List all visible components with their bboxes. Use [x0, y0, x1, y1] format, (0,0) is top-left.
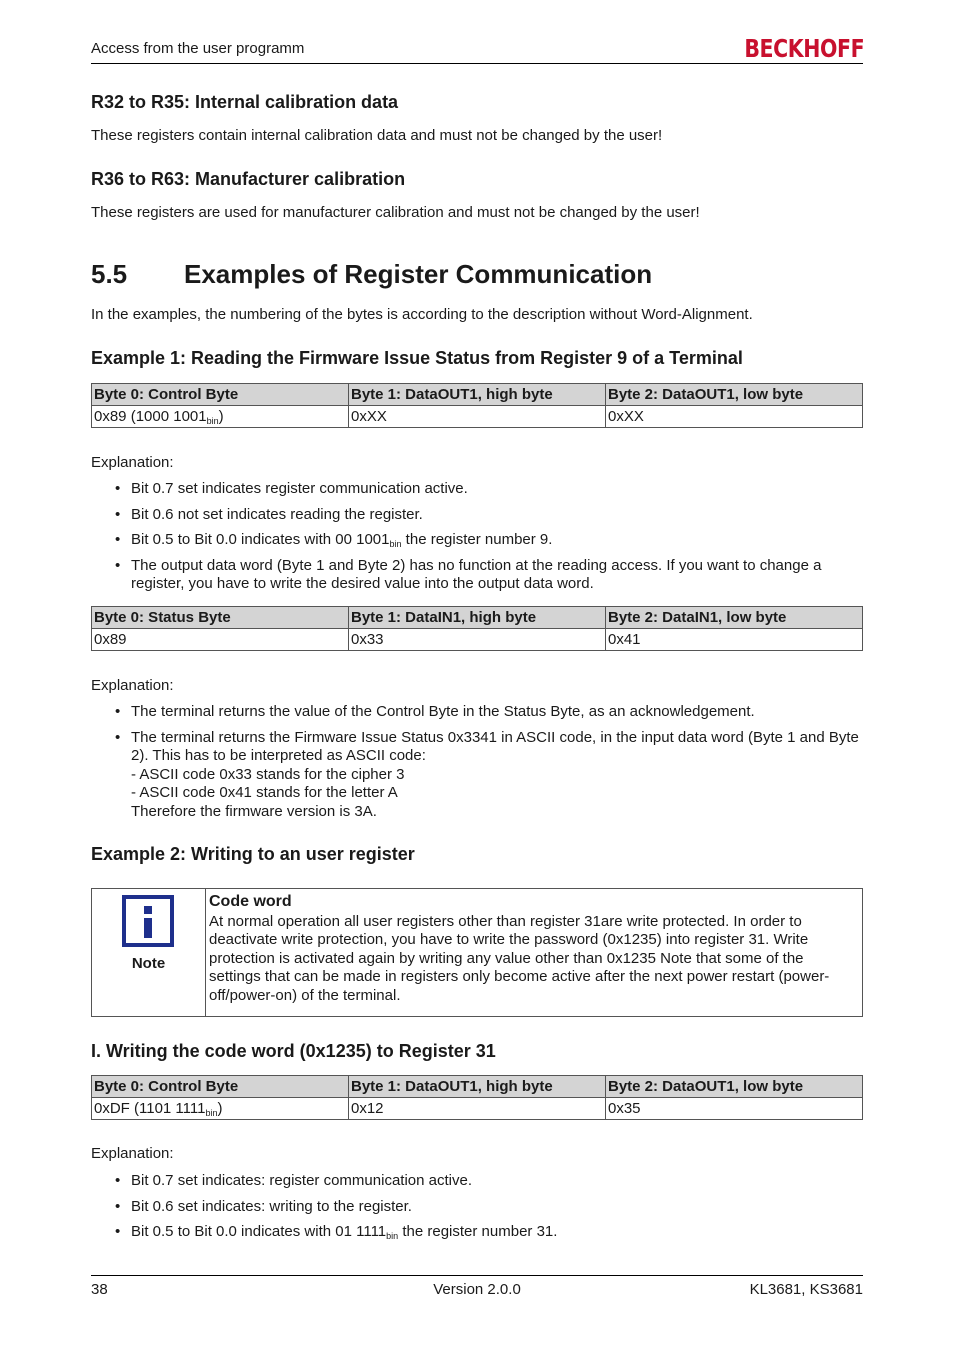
- r32-heading: R32 to R35: Internal calibration data: [91, 92, 399, 112]
- beckhoff-logo: BECKHOFF: [744, 34, 864, 63]
- note-content: [209, 893, 857, 1005]
- example1-bullets-1: [91, 480, 863, 601]
- note-label: Note: [131, 955, 166, 972]
- section-title: Examples of Register Communication: [184, 259, 653, 289]
- table-cell: 0x89: [92, 629, 349, 651]
- list-item-text-end: the register number 31.: [398, 1223, 558, 1240]
- table-header-cell: Byte 2: DataOUT1, low byte: [606, 384, 863, 406]
- table-header-cell: Byte 1: DataIN1, high byte: [349, 607, 606, 629]
- cell-value: 0x89 (1000 1001: [94, 408, 207, 425]
- page-number: 38: [91, 1281, 108, 1298]
- table-header-cell: Byte 1: DataOUT1, high byte: [349, 384, 606, 406]
- list-item: • The terminal returns the value of the Control Byte in the Status Byte, as an acknowledgement.: [91, 703, 863, 722]
- list-item-text: Bit 0.5 to Bit 0.0 indicates with 00 1001: [131, 531, 390, 548]
- cell-value: 0xDF (1101 1111: [94, 1100, 206, 1117]
- table-header-cell: Byte 2: DataIN1, low byte: [606, 607, 863, 629]
- list-item: • The output data word (Byte 1 and Byte 2) has no function at the reading access. If you want to change a register, you have to write the desired value into the output data word.: [91, 557, 863, 594]
- table-header-cell: Byte 2: DataOUT1, low byte: [606, 1076, 863, 1098]
- note-heading: Code word: [209, 893, 292, 910]
- cell-value-end: ): [218, 408, 224, 425]
- explanation-label: Explanation:: [91, 1145, 174, 1162]
- list-item-text: Bit 0.5 to Bit 0.0 indicates with 01 1111: [131, 1223, 387, 1240]
- note-text: At normal operation all user registers other than register 31are write protected. In order to deactivate write protection, you have to write the password (0x1235) into register 31. Write protection is activated again by writing any value other than 0x1235 Note that some of the settings that can be made in registers only become active after the next power restart (power-off/power-on) of the terminal.: [209, 912, 830, 1004]
- list-item-subscript: bin: [386, 1231, 399, 1241]
- footer-product: KL3681, KS3681: [749, 1281, 863, 1298]
- example1-control-table: [91, 383, 863, 428]
- example1-status-table: [91, 606, 863, 651]
- header-rule: [91, 63, 863, 64]
- info-icon: [122, 895, 174, 947]
- table-cell: 0x35: [606, 1098, 863, 1120]
- step1-heading: I. Writing the code word (0x1235) to Register 31: [91, 1041, 496, 1061]
- footer-rule: [91, 1275, 863, 1276]
- explanation-label: Explanation:: [91, 677, 174, 694]
- r36-text: These registers are used for manufacturer calibration and must not be changed by the user!: [91, 204, 700, 221]
- list-item-line: Therefore the firmware version is 3A.: [131, 802, 377, 820]
- table-header-cell: Byte 0: Control Byte: [92, 384, 349, 406]
- section-heading: [91, 259, 652, 290]
- table-header-cell: Byte 0: Status Byte: [92, 607, 349, 629]
- list-item-line: - ASCII code 0x33 stands for the cipher 3: [131, 765, 405, 783]
- footer-version: Version 2.0.0: [433, 1281, 521, 1298]
- table-cell: [92, 406, 349, 428]
- cell-subscript: bin: [205, 1108, 218, 1118]
- example1-bullets-2: [91, 703, 863, 828]
- table-cell: 0x33: [349, 629, 606, 651]
- explanation-label: Explanation:: [91, 454, 174, 471]
- r36-heading: R36 to R63: Manufacturer calibration: [91, 169, 406, 189]
- example1-heading: Example 1: Reading the Firmware Issue Status from Register 9 of a Terminal: [91, 348, 743, 368]
- section-intro: In the examples, the numbering of the bytes is according to the description without Word-Alignment.: [91, 306, 753, 323]
- table-cell: 0x12: [349, 1098, 606, 1120]
- cell-subscript: bin: [206, 416, 219, 426]
- example2-heading: Example 2: Writing to an user register: [91, 844, 415, 864]
- list-item: • Bit 0.6 set indicates: writing to the register.: [91, 1198, 863, 1217]
- table-cell: 0xXX: [606, 406, 863, 428]
- note-left-panel: [92, 889, 206, 1016]
- list-item: • Bit 0.7 set indicates: register communication active.: [91, 1172, 863, 1191]
- list-item: [91, 531, 863, 550]
- list-item: [91, 729, 863, 822]
- list-item-line: • The terminal returns the Firmware Issue Status 0x3341 in ASCII code, in the input data word (Byte 1 and Byte 2). This has to be interpreted as ASCII code:: [131, 728, 859, 764]
- section-number: 5.5: [91, 259, 128, 289]
- list-item: • Bit 0.7 set indicates register communication active.: [91, 480, 863, 499]
- cell-value-end: ): [217, 1100, 223, 1117]
- table-cell: [92, 1098, 349, 1120]
- note-box: [91, 888, 863, 1017]
- r32-text: These registers contain internal calibration data and must not be changed by the user!: [91, 127, 663, 144]
- list-item-subscript: bin: [389, 539, 402, 549]
- table-header-cell: Byte 1: DataOUT1, high byte: [349, 1076, 606, 1098]
- list-item-text-end: the register number 9.: [401, 531, 553, 548]
- table-cell: 0xXX: [349, 406, 606, 428]
- header-section-title: Access from the user programm: [91, 40, 305, 57]
- list-item-line: - ASCII code 0x41 stands for the letter A: [131, 784, 398, 801]
- step1-bullets: [91, 1172, 863, 1249]
- table-header-cell: Byte 0: Control Byte: [92, 1076, 349, 1098]
- list-item: [91, 1223, 863, 1242]
- table-cell: 0x41: [606, 629, 863, 651]
- list-item: • Bit 0.6 not set indicates reading the register.: [91, 506, 863, 525]
- step1-control-table: [91, 1075, 863, 1120]
